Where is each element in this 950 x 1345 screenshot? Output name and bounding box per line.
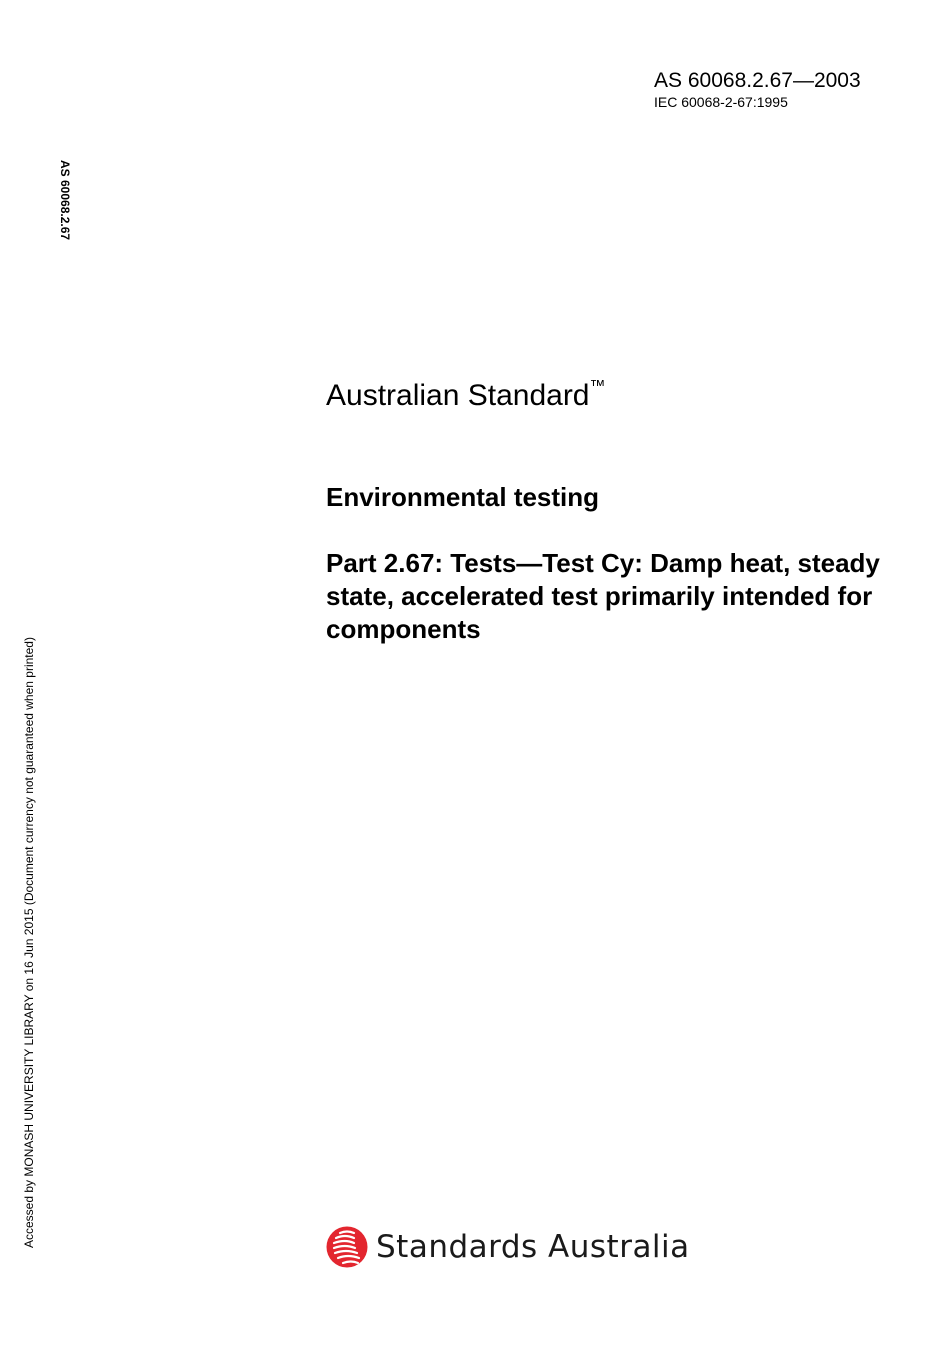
document-number: AS 60068.2.67—2003 bbox=[654, 69, 861, 92]
iec-reference: IEC 60068-2-67:1995 bbox=[654, 94, 788, 110]
logo-text: Standards Australia bbox=[376, 1229, 690, 1265]
series-title-text: Australian Standard bbox=[326, 379, 590, 412]
series-title bbox=[326, 378, 606, 414]
standards-australia-logo bbox=[326, 1224, 690, 1270]
part-title: Part 2.67: Tests—Test Cy: Damp heat, steady state, accelerated test primarily intended for components bbox=[326, 548, 880, 644]
trademark-symbol: ™ bbox=[589, 378, 606, 395]
standards-australia-emblem-icon bbox=[326, 1225, 368, 1269]
access-note: Accessed by MONASH UNIVERSITY LIBRARY on 16 Jun 2015 (Document currency not guaranteed when printed) bbox=[22, 637, 36, 1248]
main-title: Environmental testing bbox=[326, 482, 600, 512]
side-document-code: AS 60068.2.67 bbox=[58, 160, 72, 241]
